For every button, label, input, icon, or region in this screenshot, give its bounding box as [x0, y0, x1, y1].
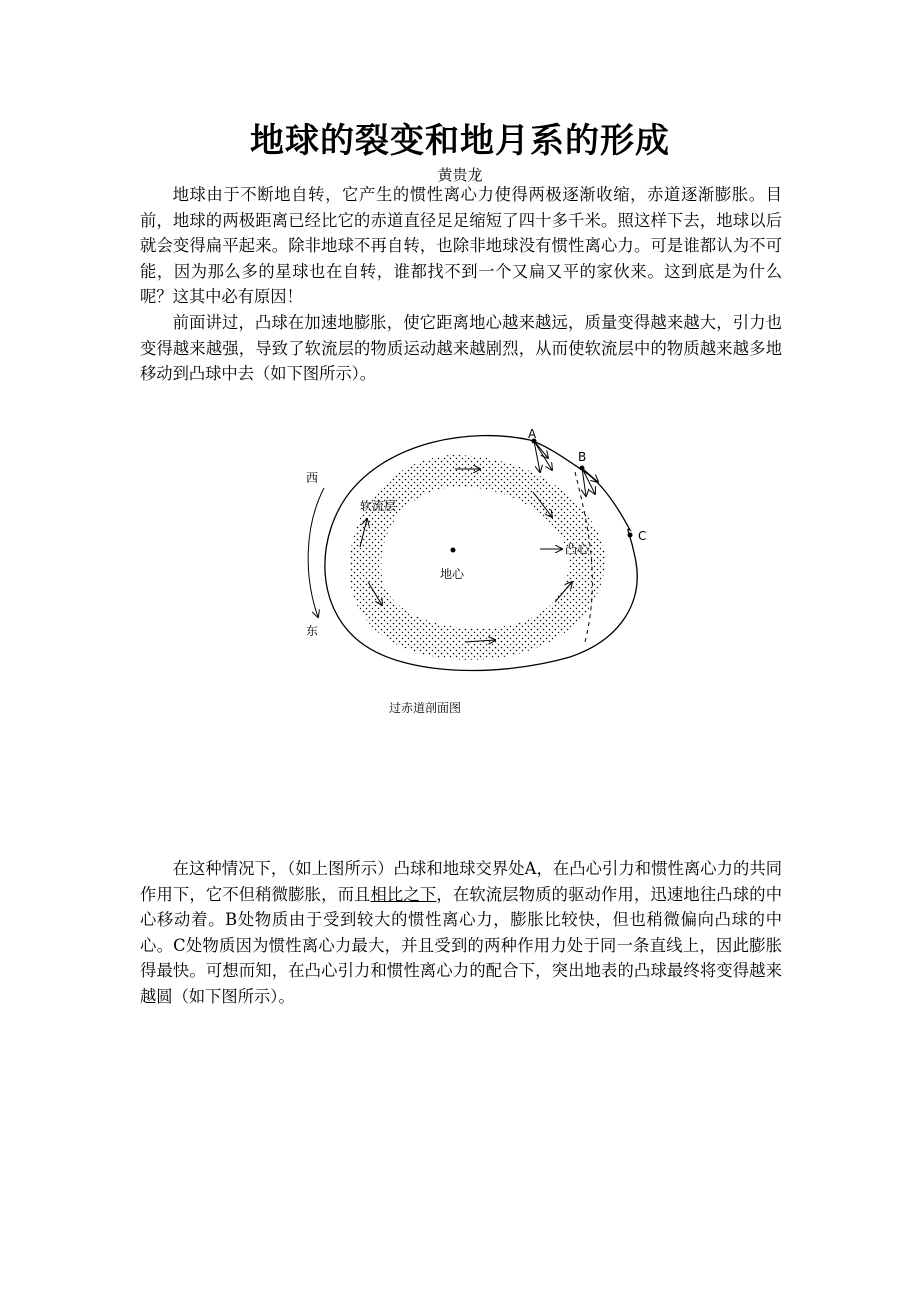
paragraph-text: ，在软流层物质的驱动作用，迅速地往凸球的中心移动着。B处物质由于受到较大的惯性离心力，膨胀比较快，但也稍微偏向凸球的中心。C处物质因为惯性离心力最大，并且受到的两种作用力处于同一条直线上，因此膨胀得最快。可想而知，在凸心引力和惯性离心力的配合下，突出地表的凸球最终将变得越来越圆（如下图所示）。 [140, 884, 782, 1006]
figure-caption: 过赤道剖面图 [388, 701, 461, 715]
asthenosphere-label: 软流层 [360, 499, 397, 513]
paragraph [140, 856, 782, 1010]
earth-center-dot [451, 548, 456, 553]
point-a-label: A [528, 427, 537, 441]
paragraph: 前面讲过，凸球在加速地膨胀，使它距离地心越来越远，质量变得越来越大，引力也变得越来越强，导致了软流层的物质运动越来越剧烈，从而使软流层中的物质越来越多地移动到凸球中去（如下图所示）。 [140, 312, 782, 384]
paragraph: 地球由于不断地自转，它产生的惯性离心力使得两极逐渐收缩，赤道逐渐膨胀。目前，地球的两极距离已经比它的赤道直径足足缩短了四十多千米。照这样下去，地球以后就会变得扁平起来。除非地球不再自转，也除非地球没有惯性离心力。可是谁都认为不可能，因为那么多的星球也在自转，谁都找不到一个又扁又平的家伙来。这到底是为什么呢？这其中必有原因！ [140, 185, 782, 307]
equatorial-section-diagram [290, 412, 660, 682]
page-title: 地球的裂变和地月系的形成 [250, 121, 670, 161]
text-block-analysis [140, 856, 782, 1010]
point-c-marker [628, 533, 633, 538]
east-label: 东 [306, 624, 319, 638]
point-b-label: B [578, 450, 587, 464]
rotation-arrow [308, 488, 324, 617]
asthenosphere-ring [330, 442, 630, 682]
underlined-phrase: 相比之下 [370, 884, 437, 904]
earth-center-label: 地心 [440, 567, 465, 581]
author-name: 黄贵龙 [437, 166, 483, 184]
text-block-intro [140, 182, 782, 387]
point-c-label: C [638, 529, 647, 543]
west-label: 西 [306, 471, 319, 485]
bulge-center-label: 凸心 [565, 542, 590, 556]
paragraph-text: 在这种情况下，（如上图所示）凸球和地球交界处A，在凸心引力和惯性离心力的共同作用下，它不但稍微膨胀，而且 [140, 859, 782, 904]
